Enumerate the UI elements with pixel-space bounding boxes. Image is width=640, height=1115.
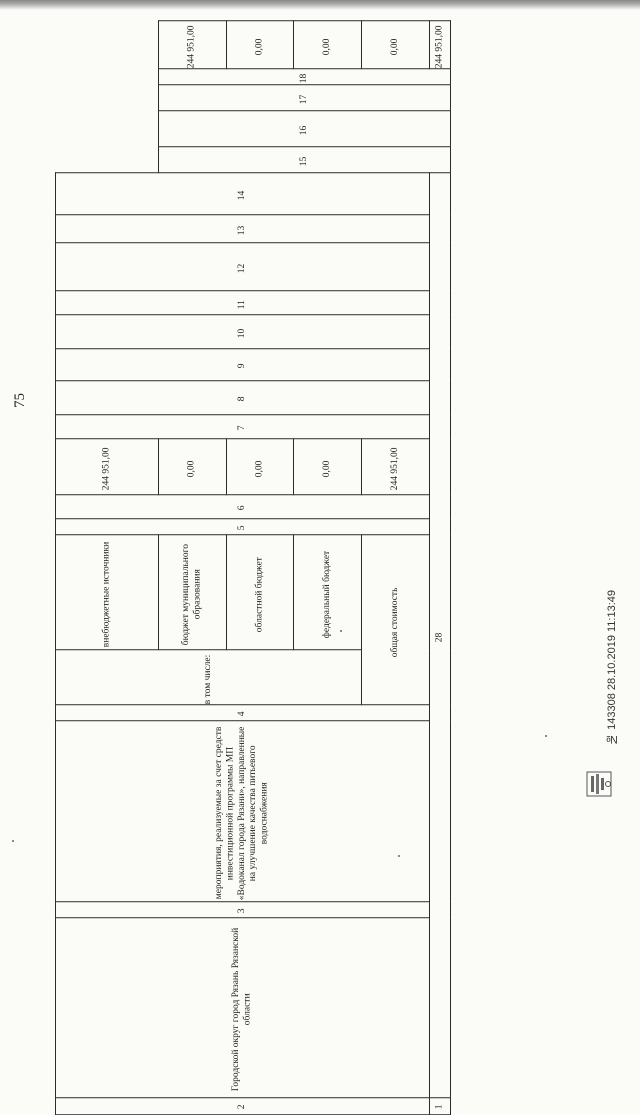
registration-stamp: № 143308 28.10.2019 11:13:49 (606, 590, 618, 745)
col-header-17: 17 (158, 85, 450, 111)
col-header-2: 2 (56, 1098, 430, 1115)
column-7-row (56, 415, 451, 439)
scan-speck (12, 840, 14, 842)
label-regional: областной бюджет (226, 535, 294, 650)
column-number-row (56, 1098, 451, 1115)
label-extrabudget: внебюджетные источники (56, 535, 159, 650)
label-federal: федеральный бюджет (294, 535, 362, 650)
column-8-row (56, 381, 451, 415)
column-12-row (56, 243, 451, 291)
scan-speck (545, 735, 547, 737)
col-header-10: 10 (56, 315, 430, 349)
col-header-8: 8 (56, 381, 430, 415)
col-header-15: 15 (158, 147, 450, 173)
col18-federal: 0,00 (362, 21, 430, 69)
col6-total: 244 951,00 (362, 439, 430, 495)
column-9-row (56, 349, 451, 381)
col18-regional: 0,00 (294, 21, 362, 69)
col-header-3: 3 (56, 901, 430, 917)
col18-total: 244 951,00 (429, 21, 450, 69)
col6-federal: 0,00 (294, 439, 362, 495)
total-label-cell: общая стоимость (362, 535, 430, 705)
column-6-values-row (56, 439, 451, 495)
including-row (56, 650, 451, 705)
column-18-values-row (56, 21, 451, 69)
program-activity-table (55, 20, 451, 1115)
col-header-9: 9 (56, 349, 430, 381)
column-5-row (56, 519, 451, 535)
column-4-header-row (56, 705, 451, 721)
col6-extrabudget: 244 951,00 (56, 439, 159, 495)
page-number: 75 (12, 393, 28, 408)
col6-municipal: 0,00 (158, 439, 226, 495)
column-13-row (56, 215, 451, 243)
col-header-7: 7 (56, 415, 430, 439)
col18-municipal: 0,00 (226, 21, 294, 69)
col6-regional: 0,00 (226, 439, 294, 495)
col-header-6: 6 (56, 495, 430, 519)
col-header-14: 14 (56, 173, 430, 215)
column-17-row (56, 85, 451, 111)
col-header-5: 5 (56, 519, 430, 535)
row-number-cell: 28 (429, 173, 450, 1098)
col-header-18: 18 (158, 69, 450, 85)
column-11-row (56, 291, 451, 315)
column-14-row (56, 173, 451, 215)
activity-cell: мероприятия, реализуемые за счет средств инвестиционной программы МП «Водоканал города Рязани», направленные на улучшение качества питьевого водоснабжения (56, 721, 430, 901)
column-16-row (56, 111, 451, 147)
col-header-16: 16 (158, 111, 450, 147)
scan-speck (340, 630, 342, 632)
column-10-row (56, 315, 451, 349)
territory-row (56, 917, 451, 1097)
column-3-header-row (56, 901, 451, 917)
including-label-cell: в том числе: (56, 650, 362, 705)
col18-extrabudget: 244 951,00 (158, 21, 226, 69)
col-header-13: 13 (56, 215, 430, 243)
registry-stamp-icon (583, 769, 615, 799)
territory-cell: Городской округ город Рязань Рязанской области (56, 917, 430, 1097)
column-15-row (56, 147, 451, 173)
label-municipal: бюджет муниципального образования (158, 535, 226, 650)
column-18-header-row (56, 69, 451, 85)
col-header-4: 4 (56, 705, 430, 721)
col-header-11: 11 (56, 291, 430, 315)
col-header-1: 1 (429, 1098, 450, 1115)
col-header-12: 12 (56, 243, 430, 291)
scan-edge-shadow (0, 0, 640, 10)
scan-speck (398, 855, 400, 857)
column-6-header-row (56, 495, 451, 519)
activity-row (56, 721, 451, 901)
